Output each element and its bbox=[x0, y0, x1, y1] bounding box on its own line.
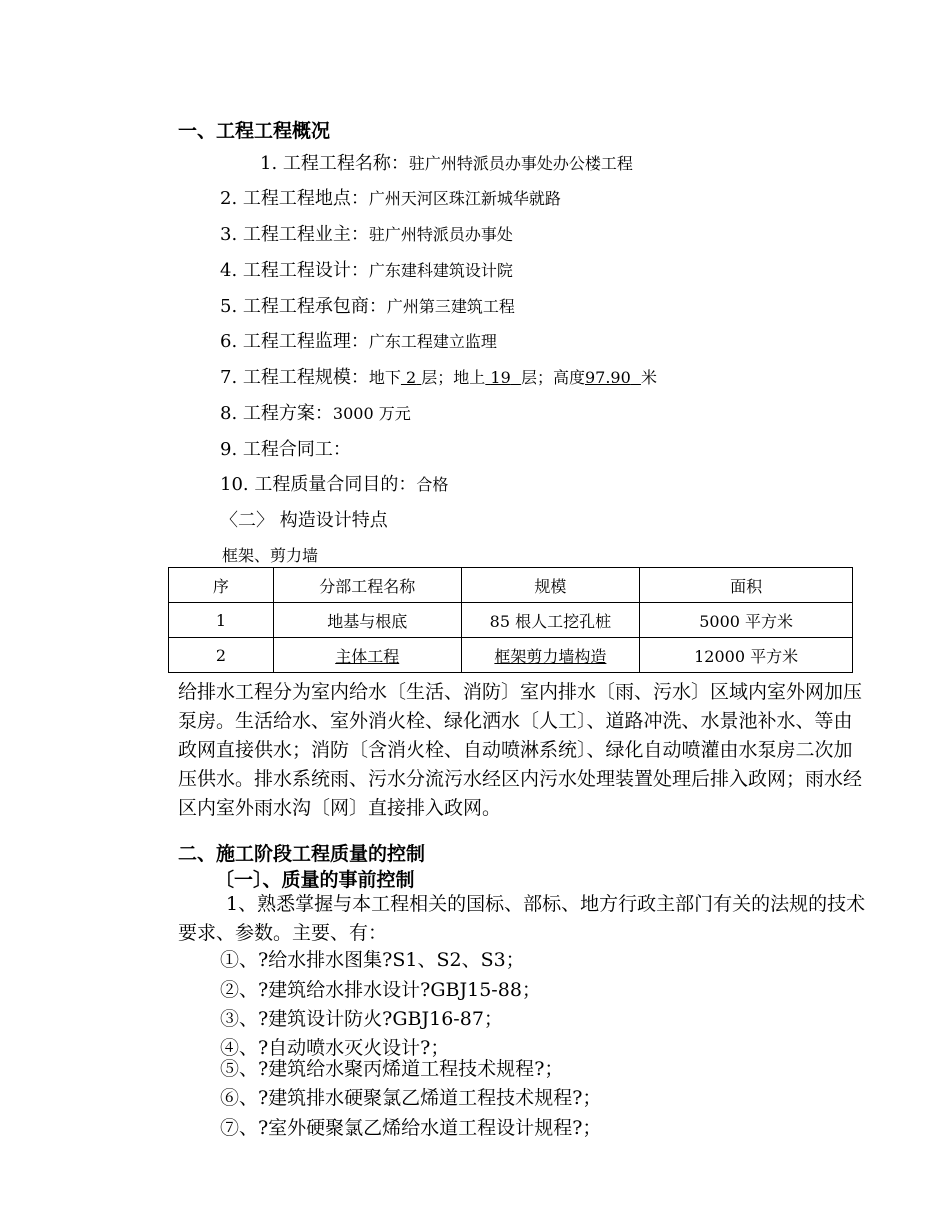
table-cell: 5000 平方米 bbox=[640, 603, 853, 638]
project-name-item bbox=[260, 149, 633, 175]
section2-subtitle: 〔一〕、质量的事前控制 bbox=[215, 869, 415, 891]
project-table bbox=[168, 567, 853, 673]
project-contractor-item bbox=[220, 292, 515, 318]
underground-suffix: 层；地上 bbox=[421, 368, 486, 387]
section2-title: 二、施工阶段工程质量的控制 bbox=[178, 843, 426, 865]
item-label: 10. 工程质量合同目的： bbox=[220, 474, 417, 495]
structure-type: 框架、剪力墙 bbox=[222, 546, 319, 565]
item-label: 7. 工程工程规模： bbox=[220, 367, 369, 388]
item-label: 5. 工程工程承包商： bbox=[220, 296, 387, 317]
item-value: 合格 bbox=[416, 475, 449, 494]
project-supervisor-item bbox=[220, 327, 497, 353]
item-label: 2. 工程工程地点： bbox=[220, 188, 369, 209]
table-cell bbox=[273, 638, 461, 673]
table-header-cell: 分部工程名称 bbox=[273, 568, 461, 603]
table-row bbox=[169, 603, 853, 638]
reference-item: ①、?给水排水图集?S1、S2、S3； bbox=[220, 949, 525, 971]
table-cell: 85 根人工挖孔桩 bbox=[461, 603, 640, 638]
item-label: 1. 工程工程名称： bbox=[260, 153, 409, 174]
underground-floors: 2 bbox=[406, 368, 417, 387]
reference-item: ③、?建筑设计防火?GBJ16-87； bbox=[220, 1008, 503, 1030]
section2-intro: 1、熟悉掌握与本工程相关的国标、部标、地方行政主部门有关的法规的技术要求、参数。主要、有： bbox=[178, 893, 866, 944]
table-cell: 地基与根底 bbox=[273, 603, 461, 638]
reference-item: ②、?建筑给水排水设计?GBJ15-88； bbox=[220, 979, 541, 1001]
item-value: 广州天河区珠江新城华就路 bbox=[368, 189, 561, 208]
section1-title: 一、工程工程概况 bbox=[178, 120, 331, 142]
project-quality-goal-item bbox=[220, 470, 448, 496]
table-cell-underlined: 框架剪力墙构造 bbox=[494, 646, 607, 666]
table-cell: 12000 平方米 bbox=[640, 638, 853, 673]
project-designer-item bbox=[220, 256, 513, 282]
table-row bbox=[169, 638, 853, 673]
item-value: 广东工程建立监理 bbox=[368, 332, 497, 351]
table-cell: 1 bbox=[169, 603, 274, 638]
table-header-cell: 面积 bbox=[640, 568, 853, 603]
reference-item: ⑤、?建筑给水聚丙烯道工程技术规程?； bbox=[220, 1058, 564, 1080]
item-value: 广东建科建筑设计院 bbox=[368, 261, 513, 280]
table-header-cell: 规模 bbox=[461, 568, 640, 603]
reference-item: ⑦、?室外硬聚氯乙烯给水道工程设计规程?； bbox=[220, 1117, 602, 1139]
reference-item: ④、?自动喷水灭火设计?； bbox=[220, 1037, 450, 1059]
table-header-cell: 序 bbox=[169, 568, 274, 603]
table-cell-underlined: 主体工程 bbox=[335, 646, 400, 666]
project-contract-period-item bbox=[220, 435, 351, 461]
item-value: 3000 万元 bbox=[332, 404, 411, 423]
item-label: 9. 工程合同工： bbox=[220, 439, 351, 460]
item-label: 3. 工程工程业主： bbox=[220, 224, 369, 245]
project-owner-item bbox=[220, 220, 513, 246]
item-label: 4. 工程工程设计： bbox=[220, 260, 369, 281]
table-cell: 2 bbox=[169, 638, 274, 673]
table-cell bbox=[461, 638, 640, 673]
item-label: 8. 工程方案： bbox=[220, 403, 333, 424]
item-label: 6. 工程工程监理： bbox=[220, 331, 369, 352]
project-location-item bbox=[220, 184, 561, 210]
underground-prefix: 地下 bbox=[368, 368, 401, 387]
project-budget-item bbox=[220, 399, 411, 425]
aboveground-suffix: 层；高度 bbox=[520, 368, 585, 387]
item-value: 驻广州特派员办事处办公楼工程 bbox=[408, 154, 633, 173]
aboveground-floors: 19 bbox=[490, 368, 511, 387]
item-value: 广州第三建筑工程 bbox=[386, 297, 515, 316]
reference-item: ⑥、?建筑排水硬聚氯乙烯道工程技术规程?； bbox=[220, 1087, 602, 1109]
table-header-row bbox=[169, 568, 853, 603]
building-height: 97.90 bbox=[584, 368, 631, 387]
project-scale-item bbox=[220, 363, 657, 389]
height-unit: 米 bbox=[640, 368, 657, 387]
drainage-paragraph: 给排水工程分为室内给水〔生活、消防〕室内排水〔雨、污水〕区域内室外网加压泵房。生活给水、室外消火栓、绿化洒水〔人工〕、道路冲洗、水景池补水、等由政网直接供水；消防〔含消火栓、自动喷淋系统〕、绿化自动喷灌由水泵房二次加压供水。排水系统雨、污水分流污水经区内污水处理装置处理后排入政网；雨水经区内室外雨水沟〔网〕直接排入政网。 bbox=[178, 681, 863, 819]
item-value: 驻广州特派员办事处 bbox=[368, 225, 513, 244]
subsection-title: 〈二〉 构造设计特点 bbox=[220, 510, 388, 531]
